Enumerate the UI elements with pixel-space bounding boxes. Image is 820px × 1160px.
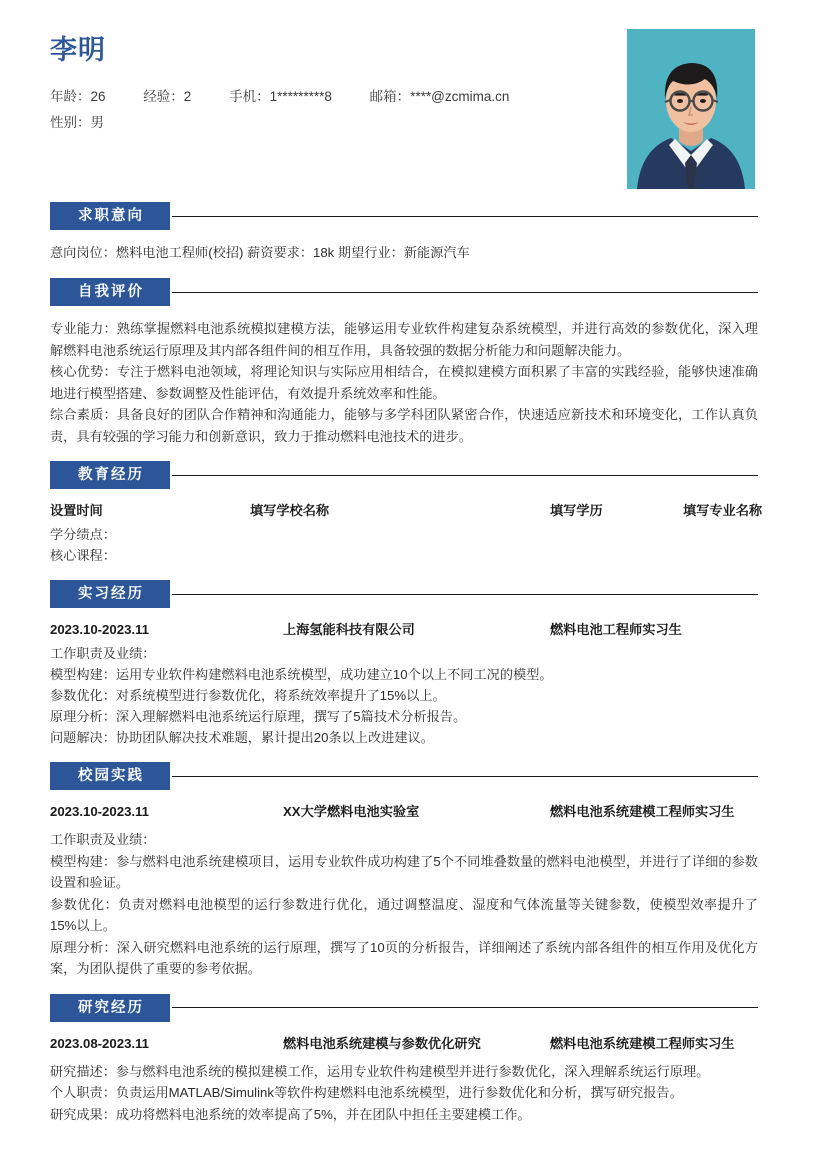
campus-practice-line: 参数优化：负责对燃料电池模型的运行参数进行优化，通过调整温度、湿度和气体流量等关键参数，使模型效率提升了15%以上。	[50, 896, 758, 933]
education-col-degree: 填写学历	[550, 503, 603, 518]
research-entry	[50, 1034, 770, 1126]
meta-age-value: 26	[90, 88, 106, 104]
page-title: 李明	[50, 35, 106, 65]
resume-header	[50, 0, 770, 196]
section-divider	[172, 776, 758, 777]
campus-practice-line: 工作职责及业绩：	[50, 832, 156, 847]
internship-role: 燃料电池工程师实习生	[550, 622, 682, 637]
self-evaluation-paragraph: 专业能力：熟练掌握燃料电池系统模拟建模方法，能够运用专业软件构建复杂系统模型，并进行高效的参数优化，深入理解燃料电池系统运行原理及其内部各组件间的相互作用，具备较强的数据分析能力和问题解决能力。	[50, 321, 758, 358]
section-title-campus-practice: 校园实践	[50, 762, 170, 790]
meta-age	[50, 84, 106, 110]
section-education	[50, 461, 770, 566]
meta-age-label: 年龄：	[50, 88, 91, 104]
section-header-self-evaluation	[50, 278, 770, 306]
meta-gender-label: 性别：	[50, 114, 91, 130]
section-header-internship	[50, 580, 770, 608]
campus-practice-detail-lines	[50, 829, 770, 980]
section-header-campus-practice	[50, 762, 770, 790]
section-campus-practice	[50, 762, 770, 980]
meta-gender-value: 男	[90, 114, 104, 130]
internship-detail-lines	[50, 643, 770, 748]
section-title-research: 研究经历	[50, 994, 170, 1022]
research-entry-header	[50, 1034, 770, 1053]
campus-practice-line: 模型构建：参与燃料电池系统建模项目，运用专业软件成功构建了5个不同堆叠数量的燃料电池模型，并进行了详细的参数设置和验证。	[50, 853, 758, 890]
section-divider	[172, 594, 758, 595]
research-line: 研究成果：成功将燃料电池系统的效率提高了5%，并在团队中担任主要建模工作。	[50, 1106, 531, 1122]
internship-line: 模型构建：运用专业软件构建燃料电池系统模型，成功建立10个以上不同工况的模型。	[50, 667, 553, 682]
meta-email-value: ****@zcmima.cn	[410, 88, 510, 104]
education-column-headers	[50, 501, 770, 520]
internship-line: 参数优化：对系统模型进行参数优化，将系统效率提升了15%以上。	[50, 688, 446, 703]
avatar	[627, 29, 755, 189]
meta-phone	[229, 84, 332, 110]
portrait-photo-icon	[627, 29, 755, 189]
meta-phone-value: 1*********8	[269, 88, 332, 104]
meta-experience-value: 2	[183, 88, 192, 104]
education-details	[50, 524, 770, 566]
self-evaluation-paragraph: 综合素质：具备良好的团队合作精神和沟通能力，能够与多学科团队紧密合作，快速适应新技术和环境变化，工作认真负责，具有较强的学习能力和创新意识，致力于推动燃料电池技术的进步。	[50, 407, 758, 444]
research-date: 2023.08-2023.11	[50, 1035, 150, 1051]
campus-practice-line: 原理分析：深入研究燃料电池系统的运行原理，撰写了10页的分析报告，详细阐述了系统内部各组件的相互作用及优化方案，为团队提供了重要的参考依据。	[50, 939, 758, 976]
section-divider	[172, 216, 758, 217]
education-col-major: 填写专业名称	[683, 503, 763, 518]
section-internship	[50, 580, 770, 748]
education-col-time: 设置时间	[50, 503, 103, 518]
meta-email-label: 邮箱：	[369, 88, 411, 104]
campus-practice-entry-header	[50, 802, 770, 821]
section-title-internship: 实习经历	[50, 580, 170, 608]
research-detail-lines	[50, 1061, 770, 1126]
internship-entry	[50, 620, 770, 748]
section-title-education: 教育经历	[50, 461, 170, 489]
section-divider	[172, 1007, 758, 1008]
research-line: 研究描述：参与燃料电池系统的模拟建模工作，运用专业软件构建模型并进行参数优化，深入理解系统运行原理。	[50, 1063, 710, 1079]
research-role: 燃料电池系统建模工程师实习生	[550, 1035, 735, 1051]
job-intent-line: 意向岗位：燃料电池工程师(校招) 薪资要求：18k 期望行业：新能源汽车	[50, 245, 470, 260]
education-courses-label: 核心课程：	[50, 548, 116, 563]
self-evaluation-paragraph: 核心优势：专注于燃料电池领域，将理论知识与实际应用相结合，在模拟建模方面积累了丰富的实践经验，能够快速准确地进行模型搭建、参数调整及性能评估，有效提升系统效率和性能。	[50, 364, 758, 401]
internship-line: 问题解决：协助团队解决技术难题，累计提出20条以上改进建议。	[50, 730, 434, 745]
campus-practice-entry	[50, 802, 770, 980]
section-header-job-intent	[50, 202, 770, 230]
section-job-intent	[50, 202, 770, 264]
section-self-evaluation	[50, 278, 770, 447]
education-gpa-label: 学分绩点：	[50, 527, 116, 542]
internship-organization: 上海氢能科技有限公司	[283, 622, 415, 637]
internship-date: 2023.10-2023.11	[50, 622, 150, 637]
research-topic: 燃料电池系统建模与参数优化研究	[283, 1035, 481, 1051]
internship-line: 工作职责及业绩：	[50, 646, 156, 661]
meta-phone-label: 手机：	[229, 88, 270, 104]
section-title-self-evaluation: 自我评价	[50, 278, 170, 306]
internship-entry-header	[50, 620, 770, 639]
meta-experience-label: 经验：	[143, 88, 184, 104]
section-title-job-intent: 求职意向	[50, 202, 170, 230]
research-line: 个人职责：负责运用MATLAB/Simulink等软件构建燃料电池系统模型，进行参数优化和分析，撰写研究报告。	[50, 1085, 683, 1100]
meta-gender	[50, 110, 104, 136]
section-research	[50, 994, 770, 1126]
self-evaluation-body	[50, 318, 770, 447]
campus-practice-role: 燃料电池系统建模工程师实习生	[550, 804, 735, 819]
section-header-research	[50, 994, 770, 1022]
internship-line: 原理分析：深入理解燃料电池系统运行原理，撰写了5篇技术分析报告。	[50, 709, 467, 724]
education-col-school: 填写学校名称	[250, 503, 330, 518]
campus-practice-organization: XX大学燃料电池实验室	[283, 804, 420, 819]
section-divider	[172, 475, 758, 476]
campus-practice-date: 2023.10-2023.11	[50, 804, 150, 819]
section-divider	[172, 292, 758, 293]
meta-email	[370, 84, 510, 110]
meta-experience	[143, 84, 191, 110]
section-header-education	[50, 461, 770, 489]
